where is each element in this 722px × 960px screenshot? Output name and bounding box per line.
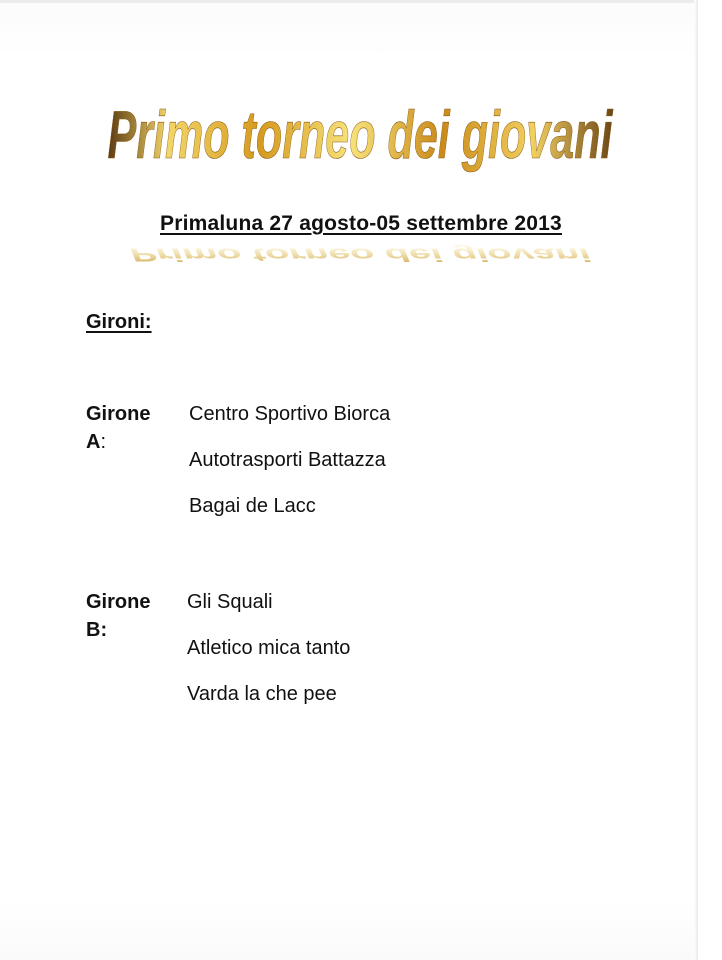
team-name: Gli Squali	[187, 591, 273, 613]
team-name: Bagai de Lacc	[189, 495, 316, 517]
section-heading-gironi: Gironi:	[86, 311, 152, 333]
wordart-text: Primo torneo dei giovani	[107, 97, 614, 173]
group-a-label: Girone A:	[86, 403, 151, 453]
event-subtitle: Primaluna 27 agosto-05 settembre 2013	[160, 212, 562, 235]
scan-right-edge	[694, 0, 698, 960]
team-name: Atletico mica tanto	[187, 637, 351, 659]
team-name: Centro Sportivo Biorca	[189, 403, 391, 425]
wordart-reflection: Primo torneo dei giovani	[130, 244, 592, 266]
scan-top-edge	[0, 0, 698, 3]
team-name: Varda la che pee	[187, 683, 337, 705]
group-b-label: Girone B:	[86, 591, 151, 641]
team-name: Autotrasporti Battazza	[189, 449, 386, 471]
